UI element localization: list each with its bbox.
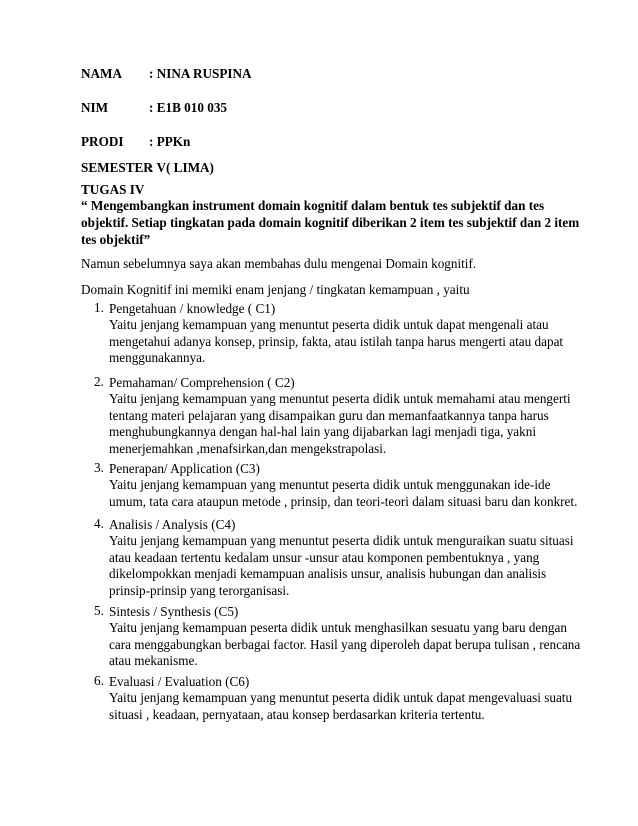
task-heading: TUGAS IV xyxy=(81,182,145,197)
list-item-number: 1. xyxy=(94,300,104,315)
field-prodi-value: : PPKn xyxy=(149,134,191,149)
list-item-description xyxy=(109,690,573,723)
description-line: menggunakannya. xyxy=(109,350,206,365)
description-line: menerjemahkan ,menafsirkan,dan mengekstrapolasi. xyxy=(109,440,387,456)
list-item xyxy=(94,374,574,457)
list-item-number: 2. xyxy=(94,374,104,389)
field-nim-value: : E1B 010 035 xyxy=(149,100,228,115)
description-line: Yaitu jenjang kemampuan yang menuntut peserta didik untuk menggunakan ide-ide xyxy=(109,477,551,492)
description-line: Yaitu jenjang kemampuan yang menuntut peserta didik untuk dapat mengevaluasi suatu xyxy=(109,690,573,705)
list-item-number: 4. xyxy=(94,516,104,531)
list-item-description xyxy=(109,317,569,367)
domain-intro-paragraph: Domain Kognitif ini memiki enam jenjang / tingkatan kemampuan , yaitu xyxy=(81,282,470,297)
field-nama-label: NAMA xyxy=(81,66,123,81)
field-semester-label: SEMESTER xyxy=(81,160,153,175)
list-item-description xyxy=(109,533,574,599)
task-quote: “ Mengembangkan instrument domain kognitif dalam bentuk tes subjektif dan tes objektif. Setiap tingkatan pada domain kognitif diberikan 2 item tes subjektif dan 2 item tes objektif” xyxy=(81,198,580,247)
list-item xyxy=(94,460,578,510)
list-item-title: Pemahaman/ Comprehension ( C2) xyxy=(109,375,295,390)
description-line: Yaitu jenjang kemampuan yang menuntut peserta didik untuk memahami atau mengerti xyxy=(109,391,571,406)
description-line: Yaitu jenjang kemampuan yang menuntut peserta didik untuk dapat mengenali atau xyxy=(109,317,549,332)
list-item-number: 6. xyxy=(94,673,104,688)
description-line: tentang materi pelajaran yang disampaikan guru dan memanfaatkannya tanpa harus xyxy=(109,407,549,423)
field-nim xyxy=(81,100,227,116)
list-item xyxy=(94,516,574,599)
description-line: Yaitu jenjang kemampuan peserta didik untuk menghasilkan sesuatu yang baru dengan xyxy=(109,620,567,635)
list-item-description xyxy=(109,391,569,457)
description-line: menghubungkannya dengan hal-hal lain yang dijabarkan lagi menjadi tiga, yakni xyxy=(109,424,536,439)
list-item-number: 5. xyxy=(94,603,104,618)
list-item xyxy=(94,603,581,670)
description-line: Yaitu jenjang kemampuan yang menuntut peserta didik untuk menguraikan suatu situasi xyxy=(109,533,574,548)
list-item-title: Sintesis / Synthesis (C5) xyxy=(109,604,239,619)
description-line: dikelompokkan menjadi kemampuan analisis unsur, analisis hubungan dan analisis xyxy=(109,566,547,581)
description-line: umum, tata cara ataupun metode , prinsip, dan teori-teori dalam situasi baru dan konkret. xyxy=(109,493,578,509)
field-prodi-label: PRODI xyxy=(81,134,124,149)
description-line: situasi , keadaan, pernyataan, atau konsep berdasarkan kriteria tertentu. xyxy=(109,706,485,722)
list-item-number: 3. xyxy=(94,460,104,475)
list-item-title: Analisis / Analysis (C4) xyxy=(109,517,236,532)
field-semester xyxy=(81,160,214,176)
field-prodi xyxy=(81,134,190,150)
description-line: cara menggabungkan berbagai factor. Hasil yang diperoleh dapat berupa tulisan , rencana xyxy=(109,636,581,652)
field-nama-value: : NINA RUSPINA xyxy=(149,66,252,81)
list-item xyxy=(94,673,574,723)
field-semester-value: : V( LIMA) xyxy=(149,160,214,175)
list-item-title: Evaluasi / Evaluation (C6) xyxy=(109,674,250,689)
list-item-title: Penerapan/ Application (C3) xyxy=(109,461,260,476)
list-item-description xyxy=(109,620,581,670)
list-item-title: Pengetahuan / knowledge ( C1) xyxy=(109,301,276,316)
description-line: atau mekanisme. xyxy=(109,653,198,668)
field-nama xyxy=(81,66,252,82)
intro-paragraph: Namun sebelumnya saya akan membahas dulu mengenai Domain kognitif. xyxy=(81,256,477,271)
description-line: prinsip-prinsip yang terorganisasi. xyxy=(109,582,290,598)
description-line: atau keadaan tertentu kedalam unsur -unsur atau komponen pembentuknya , yang xyxy=(109,549,540,565)
field-nim-label: NIM xyxy=(81,100,109,115)
list-item xyxy=(94,300,574,367)
list-item-description xyxy=(109,477,578,510)
description-line: mengetahui adanya konsep, prinsip, fakta, atau istilah tanpa harus mengerti atau dapat xyxy=(109,333,564,349)
